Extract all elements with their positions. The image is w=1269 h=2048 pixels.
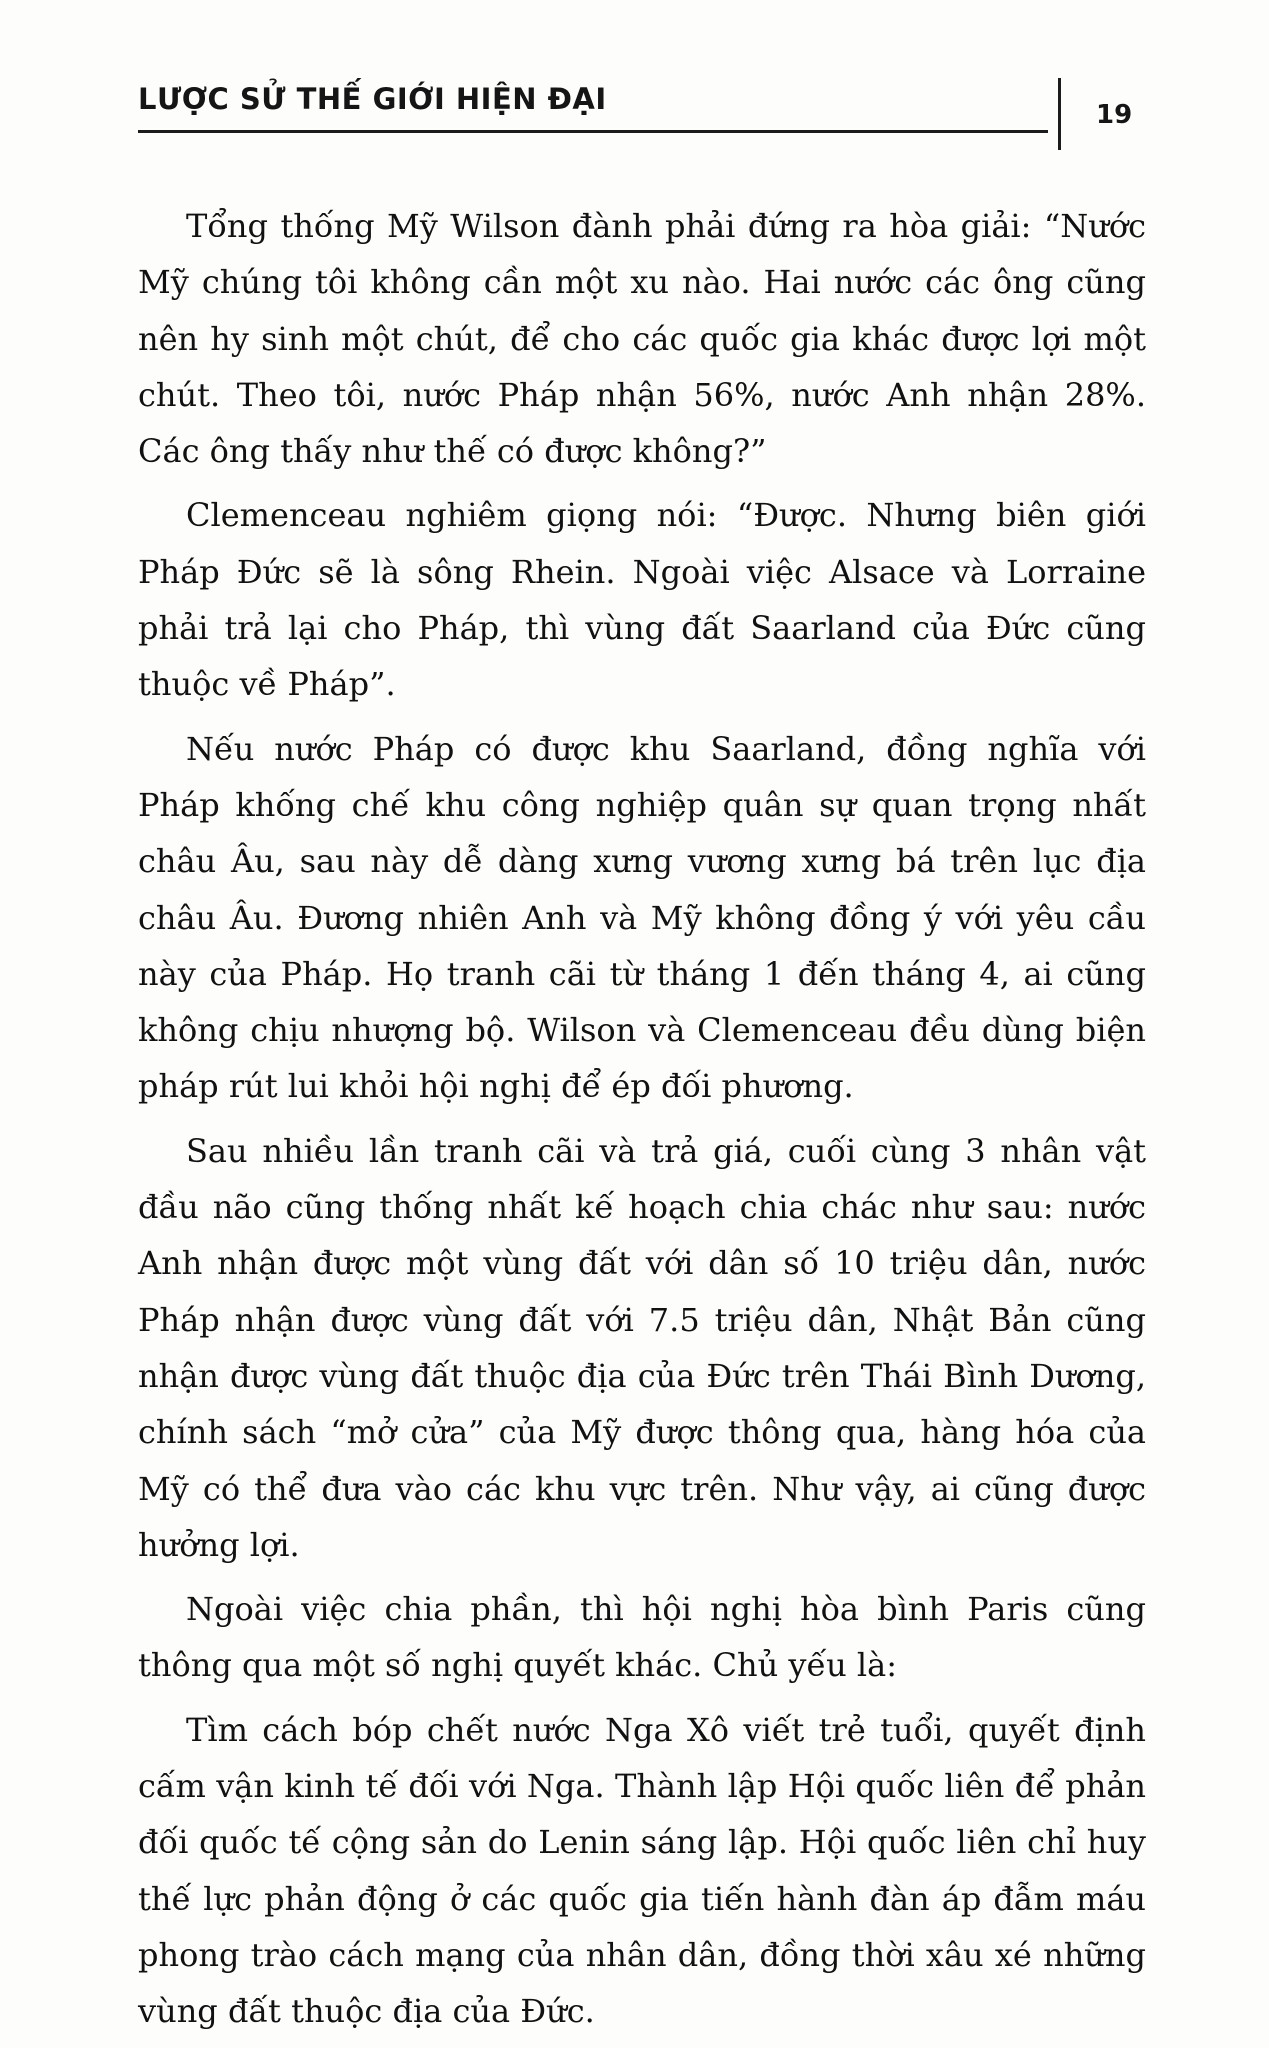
running-title: LƯỢC SỬ THẾ GIỚI HIỆN ĐẠI — [138, 82, 607, 116]
header-divider — [1058, 78, 1061, 150]
paragraph: Nếu nước Pháp có được khu Saarland, đồng nghĩa với Pháp khống chế khu công nghiệp quân sự quan trọng nhất châu Âu, sau này dễ dàng xưng vương xưng bá trên lục địa châu Âu. Đương nhiên Anh và Mỹ không đồng ý với yêu cầu này của Pháp. Họ tranh cãi từ tháng 1 đến tháng 4, ai cũng không chịu nhượng bộ. Wilson và Clemenceau đều dùng biện pháp rút lui khỏi hội nghị để ép đối phương. — [138, 729, 1146, 1106]
paragraph: Tổng thống Mỹ Wilson đành phải đứng ra hòa giải: “Nước Mỹ chúng tôi không cần một xu nào. Hai nước các ông cũng nên hy sinh một chút, để cho các quốc gia khác được lợi một chút. Theo tôi, nước Pháp nhận 56%, nước Anh nhận 28%. Các ông thấy như thế có được không?” — [138, 207, 1146, 471]
paragraph: Sau nhiều lần tranh cãi và trả giá, cuối cùng 3 nhân vật đầu não cũng thống nhất kế hoạch chia chác như sau: nước Anh nhận được một vùng đất với dân số 10 triệu dân, nước Pháp nhận được vùng đất với 7.5 triệu dân, Nhật Bản cũng nhận được vùng đất thuộc địa của Đức trên Thái Bình Dương, chính sách “mở cửa” của Mỹ được thông qua, hàng hóa của Mỹ có thể đưa vào các khu vực trên. Như vậy, ai cũng được hưởng lợi. — [138, 1131, 1146, 1564]
body-text — [138, 198, 1146, 2048]
page-number: 19 — [1096, 100, 1133, 130]
paragraph: Ngoài việc chia phần, thì hội nghị hòa bình Paris cũng thông qua một số nghị quyết khác. Chủ yếu là: — [138, 1590, 1146, 1685]
header-rule — [138, 130, 1048, 133]
page-header — [138, 78, 1158, 168]
paragraph: Clemenceau nghiêm giọng nói: “Được. Nhưng biên giới Pháp Đức sẽ là sông Rhein. Ngoài việc Alsace và Lorraine phải trả lại cho Pháp, thì vùng đất Saarland của Đức cũng thuộc về Pháp”. — [138, 496, 1146, 704]
paragraph: Tìm cách bóp chết nước Nga Xô viết trẻ tuổi, quyết định cấm vận kinh tế đối với Nga. Thành lập Hội quốc liên để phản đối quốc tế cộng sản do Lenin sáng lập. Hội quốc liên chỉ huy thế lực phản động ở các quốc gia tiến hành đàn áp đẫm máu phong trào cách mạng của nhân dân, đồng thời xâu xé những vùng đất thuộc địa của Đức. — [138, 1710, 1146, 2031]
